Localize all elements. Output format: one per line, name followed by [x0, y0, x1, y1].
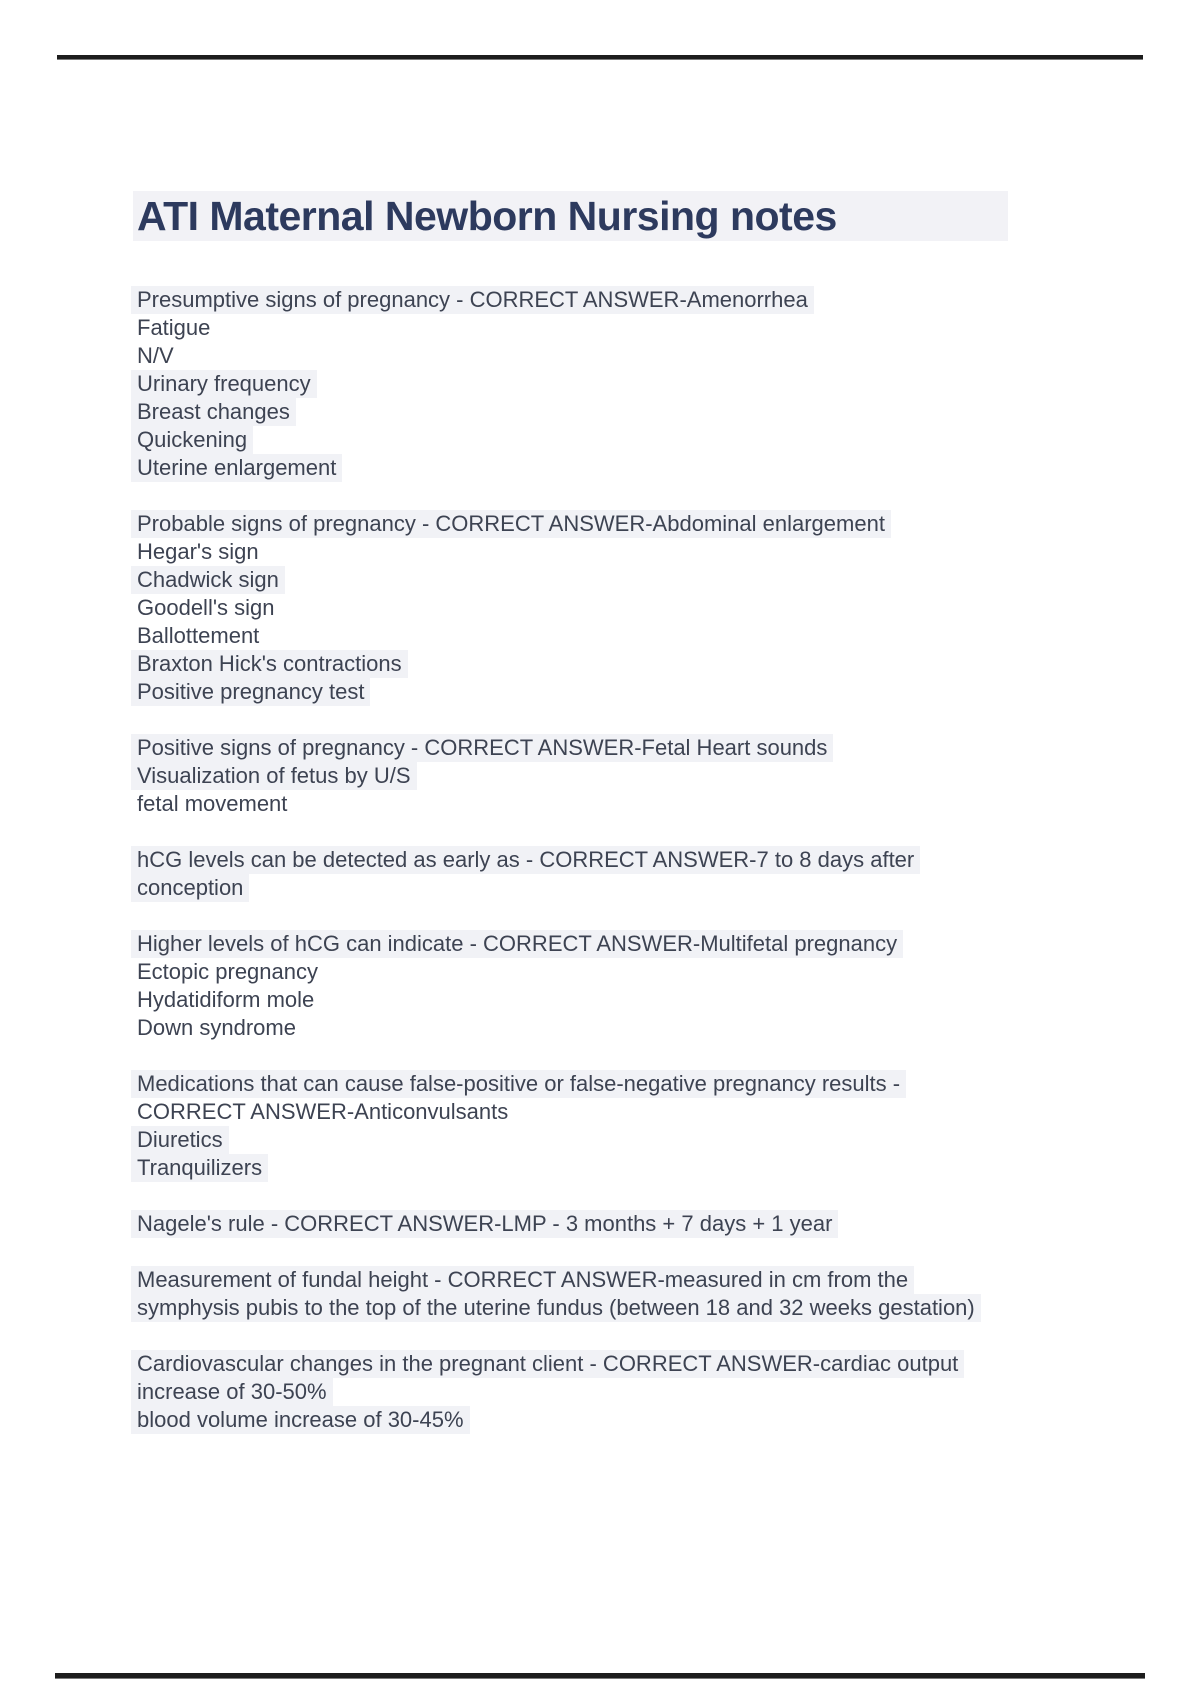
qa-line-text: Diuretics: [131, 1126, 229, 1154]
qa-line-text: Positive signs of pregnancy - CORRECT ANSWER-Fetal Heart sounds: [131, 734, 833, 762]
qa-line: [137, 930, 1147, 958]
qa-line-text: Measurement of fundal height - CORRECT ANSWER-measured in cm from the: [131, 1266, 914, 1294]
qa-line-text: Tranquilizers: [131, 1154, 268, 1182]
qa-line-text: Positive pregnancy test: [131, 678, 370, 706]
qa-line-text: blood volume increase of 30-45%: [131, 1406, 470, 1434]
qa-line-text: Uterine enlargement: [131, 454, 342, 482]
qa-line: [137, 958, 1147, 986]
qa-line-text: Presumptive signs of pregnancy - CORRECT ANSWER-Amenorrhea: [131, 286, 814, 314]
qa-item: [137, 510, 1147, 706]
qa-line: [137, 986, 1147, 1014]
qa-content: [137, 286, 1147, 1462]
qa-line: [137, 1210, 1147, 1238]
qa-line-text: fetal movement: [137, 791, 288, 816]
header-rule: [57, 55, 1143, 60]
qa-line-text: Probable signs of pregnancy - CORRECT ANSWER-Abdominal enlargement: [131, 510, 891, 538]
qa-line-text: Braxton Hick's contractions: [131, 650, 408, 678]
qa-line: [137, 286, 1147, 314]
qa-item: [137, 1210, 1147, 1238]
qa-line: [137, 398, 1147, 426]
footer-rule: [55, 1673, 1145, 1679]
qa-line-text: Quickening: [131, 426, 253, 454]
qa-item: [137, 1350, 1147, 1434]
qa-line: [137, 1294, 1147, 1322]
qa-line-text: hCG levels can be detected as early as - CORRECT ANSWER-7 to 8 days after: [131, 846, 920, 874]
qa-item: [137, 1266, 1147, 1322]
qa-line: [137, 1406, 1147, 1434]
qa-line: [137, 1266, 1147, 1294]
qa-line: [137, 1154, 1147, 1182]
qa-line: [137, 370, 1147, 398]
qa-line: [137, 790, 1147, 818]
qa-line-text: Down syndrome: [137, 1015, 296, 1040]
qa-line-text: Visualization of fetus by U/S: [131, 762, 417, 790]
qa-item: [137, 930, 1147, 1042]
qa-item: [137, 1070, 1147, 1182]
qa-line: [137, 622, 1147, 650]
qa-line: [137, 426, 1147, 454]
qa-line-text: Goodell's sign: [137, 595, 275, 620]
qa-item: [137, 286, 1147, 482]
qa-line-text: Higher levels of hCG can indicate - CORRECT ANSWER-Multifetal pregnancy: [131, 930, 903, 958]
qa-line-text: Fatigue: [137, 315, 211, 340]
page-title: ATI Maternal Newborn Nursing notes: [133, 191, 1008, 241]
qa-line: [137, 678, 1147, 706]
qa-line: [137, 874, 1147, 902]
qa-line-text: Breast changes: [131, 398, 296, 426]
qa-line: [137, 454, 1147, 482]
qa-line: [137, 566, 1147, 594]
qa-line-text: Ballottement: [137, 623, 260, 648]
qa-line-text: N/V: [137, 343, 174, 368]
qa-line: [137, 314, 1147, 342]
qa-line: [137, 1098, 1147, 1126]
qa-line: [137, 1070, 1147, 1098]
qa-line-text: Ectopic pregnancy: [137, 959, 318, 984]
qa-line-text: symphysis pubis to the top of the uterine fundus (between 18 and 32 weeks gestation): [131, 1294, 981, 1322]
qa-line: [137, 650, 1147, 678]
qa-line: [137, 1126, 1147, 1154]
qa-line: [137, 1350, 1147, 1378]
qa-line: [137, 510, 1147, 538]
qa-line: [137, 846, 1147, 874]
qa-line: [137, 342, 1147, 370]
qa-line: [137, 594, 1147, 622]
qa-line-text: CORRECT ANSWER-Anticonvulsants: [137, 1099, 509, 1124]
qa-line: [137, 762, 1147, 790]
qa-line-text: Hydatidiform mole: [137, 987, 315, 1012]
qa-item: [137, 846, 1147, 902]
qa-line-text: Urinary frequency: [131, 370, 317, 398]
qa-line-text: Chadwick sign: [131, 566, 285, 594]
qa-line-text: Cardiovascular changes in the pregnant client - CORRECT ANSWER-cardiac output: [131, 1350, 964, 1378]
qa-line: [137, 734, 1147, 762]
qa-line-text: Nagele's rule - CORRECT ANSWER-LMP - 3 months + 7 days + 1 year: [131, 1210, 838, 1238]
qa-item: [137, 734, 1147, 818]
qa-line-text: Hegar's sign: [137, 539, 259, 564]
qa-line-text: Medications that can cause false-positive or false-negative pregnancy results -: [131, 1070, 906, 1098]
qa-line-text: conception: [131, 874, 249, 902]
qa-line: [137, 1378, 1147, 1406]
qa-line: [137, 538, 1147, 566]
qa-line: [137, 1014, 1147, 1042]
qa-line-text: increase of 30-50%: [131, 1378, 333, 1406]
